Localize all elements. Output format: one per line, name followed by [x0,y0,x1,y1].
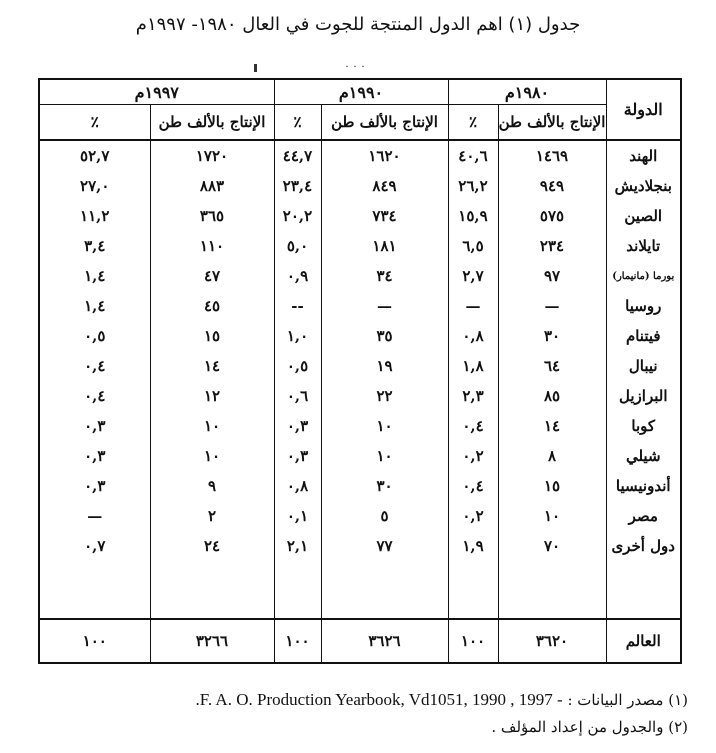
percent-cell-1997: ٢٧,٠ [39,171,150,201]
percent-cell-1997: ٠,٥ [39,321,150,351]
percent-cell-1997: ٠,٣ [39,411,150,441]
percent-cell-1997: — [39,501,150,531]
country-cell: البرازيل [606,381,681,411]
production-cell-1997: ١٢ [150,381,274,411]
production-header-1980: الإنتاج بالألف طن [498,105,606,141]
percent-cell-1990: ٠,٣ [274,411,321,441]
production-cell-1990: ١٩ [321,351,448,381]
production-cell-1980: ٣٦٢٠ [498,619,606,663]
country-cell: بورما (مانيمار) [606,261,681,291]
table-row [39,441,681,471]
table-row [39,321,681,351]
percent-cell-1980: ٦,٥ [448,231,498,261]
production-cell-1990: ١٠ [321,411,448,441]
percent-cell-1997: ٠,٧ [39,531,150,561]
percent-cell-1990: ٠,٩ [274,261,321,291]
country-header: الدولة [606,79,681,140]
production-cell-1997: ١٠ [150,441,274,471]
table-row [39,411,681,441]
production-cell-1997: ٤٥ [150,291,274,321]
source-note-label: (١) مصدر البيانات : [567,691,688,709]
percent-cell-1997: ١٠٠ [39,619,150,663]
production-cell-1980: ٧٠ [498,531,606,561]
table-row [39,531,681,561]
production-cell-1980: — [498,291,606,321]
percent-cell-1990: -- [274,291,321,321]
production-cell-1990: ٢٢ [321,381,448,411]
production-cell-1980: ٦٤ [498,351,606,381]
table-row [39,140,681,171]
year-1980-header: ١٩٨٠م [448,79,606,105]
table-row [39,501,681,531]
percent-cell-1997: ١١,٢ [39,201,150,231]
percent-cell-1997: ١,٤ [39,261,150,291]
year-1990-header: ١٩٩٠م [274,79,448,105]
table-title: جدول (١) اهم الدول المنتجة للجوت في العال ١٩٨٠- ١٩٩٧م [135,14,581,35]
production-cell-1990: ٧٣٤ [321,201,448,231]
production-cell-1980: ٨٥ [498,381,606,411]
source-note [48,690,688,710]
country-cell: مصر [606,501,681,531]
percent-cell-1980: — [448,291,498,321]
percent-cell-1980: ٠,٨ [448,321,498,351]
percent-cell-1980: ٤٠,٦ [448,140,498,171]
percent-cell-1990: ١٠٠ [274,619,321,663]
percent-cell-1990: ٢,١ [274,531,321,561]
country-cell: الصين [606,201,681,231]
percent-cell-1997: ٥٢,٧ [39,140,150,171]
source-note-citation: - F. A. O. Production Yearbook, Vd1051, 1990 , 1997. [195,690,563,709]
production-cell-1990: ١٠ [321,441,448,471]
percent-cell-1997: ٠,٣ [39,441,150,471]
scan-mark [254,64,257,72]
table-row [39,261,681,291]
country-cell: بنجلاديش [606,171,681,201]
author-note: (٢) والجدول من إعداد المؤلف . [491,718,688,736]
percent-cell-1990: ٠,٥ [274,351,321,381]
production-cell-1997: ١٤ [150,351,274,381]
percent-cell-1990: ٥,٠ [274,231,321,261]
production-cell-1997: ٩ [150,471,274,501]
percent-cell-1997: ٠,٤ [39,381,150,411]
percent-cell-1980: ٠,٤ [448,411,498,441]
percent-cell-1990: ٢٠,٢ [274,201,321,231]
spacer-row [39,561,681,619]
percent-header-1997: ٪ [39,105,150,141]
empty-cell [448,561,498,619]
production-cell-1980: ١٥ [498,471,606,501]
production-cell-1990: ١٨١ [321,231,448,261]
percent-cell-1990: ١,٠ [274,321,321,351]
production-cell-1980: ٢٣٤ [498,231,606,261]
country-cell: شيلي [606,441,681,471]
production-cell-1980: ٩٧ [498,261,606,291]
percent-cell-1990: ٤٤,٧ [274,140,321,171]
country-cell: نيبال [606,351,681,381]
production-cell-1980: ١٤٦٩ [498,140,606,171]
production-cell-1980: ١٤ [498,411,606,441]
percent-cell-1990: ٠,١ [274,501,321,531]
production-cell-1997: ٨٨٣ [150,171,274,201]
production-cell-1990: ٣٥ [321,321,448,351]
country-cell: العالم [606,619,681,663]
production-cell-1990: ١٦٢٠ [321,140,448,171]
percent-cell-1990: ٢٣,٤ [274,171,321,201]
production-cell-1997: ٢ [150,501,274,531]
percent-cell-1980: ٠,٢ [448,441,498,471]
production-cell-1990: ٣٤ [321,261,448,291]
country-cell: كوبا [606,411,681,441]
percent-cell-1997: ١,٤ [39,291,150,321]
production-cell-1990: ٧٧ [321,531,448,561]
percent-cell-1997: ٠,٤ [39,351,150,381]
table-row [39,381,681,411]
percent-cell-1980: ١,٨ [448,351,498,381]
percent-cell-1980: ١٠٠ [448,619,498,663]
empty-cell [321,561,448,619]
production-cell-1990: ٣٦٢٦ [321,619,448,663]
percent-cell-1990: ٠,٣ [274,441,321,471]
table-row [39,351,681,381]
production-cell-1990: ٣٠ [321,471,448,501]
empty-cell [150,561,274,619]
country-cell: دول أخرى [606,531,681,561]
country-cell: الهند [606,140,681,171]
percent-cell-1980: ١٥,٩ [448,201,498,231]
empty-cell [39,561,150,619]
empty-cell [274,561,321,619]
world-total-row [39,619,681,663]
table-row [39,231,681,261]
production-cell-1997: ٣٢٦٦ [150,619,274,663]
production-cell-1997: ١٥ [150,321,274,351]
percent-header-1990: ٪ [274,105,321,141]
production-cell-1980: ٨ [498,441,606,471]
country-cell: فيتنام [606,321,681,351]
production-header-1997: الإنتاج بالألف طن [150,105,274,141]
table-row [39,171,681,201]
empty-cell [498,561,606,619]
percent-cell-1980: ٠,٤ [448,471,498,501]
percent-header-1980: ٪ [448,105,498,141]
table-row [39,201,681,231]
production-cell-1997: ٣٦٥ [150,201,274,231]
country-cell: روسيا [606,291,681,321]
scan-mark-dots: ˙˙˙ [344,64,368,78]
percent-cell-1997: ٠,٣ [39,471,150,501]
production-cell-1997: ١٠ [150,411,274,441]
percent-cell-1980: ١,٩ [448,531,498,561]
production-cell-1997: ٤٧ [150,261,274,291]
percent-cell-1980: ٠,٢ [448,501,498,531]
production-cell-1980: ٣٠ [498,321,606,351]
production-header-1990: الإنتاج بالألف طن [321,105,448,141]
percent-cell-1980: ٢٦,٢ [448,171,498,201]
production-cell-1990: — [321,291,448,321]
percent-cell-1990: ٠,٨ [274,471,321,501]
country-cell: أندونيسيا [606,471,681,501]
percent-cell-1997: ٣,٤ [39,231,150,261]
table-row [39,471,681,501]
percent-cell-1980: ٢,٣ [448,381,498,411]
production-cell-1980: ١٠ [498,501,606,531]
production-cell-1997: ١٧٢٠ [150,140,274,171]
table-row [39,291,681,321]
production-cell-1990: ٥ [321,501,448,531]
percent-cell-1980: ٢,٧ [448,261,498,291]
production-cell-1990: ٨٤٩ [321,171,448,201]
jute-production-table [38,78,682,664]
empty-cell [606,561,681,619]
percent-cell-1990: ٠,٦ [274,381,321,411]
country-cell: تايلاند [606,231,681,261]
production-cell-1997: ٢٤ [150,531,274,561]
production-cell-1997: ١١٠ [150,231,274,261]
year-1997-header: ١٩٩٧م [39,79,274,105]
production-cell-1980: ٩٤٩ [498,171,606,201]
production-cell-1980: ٥٧٥ [498,201,606,231]
